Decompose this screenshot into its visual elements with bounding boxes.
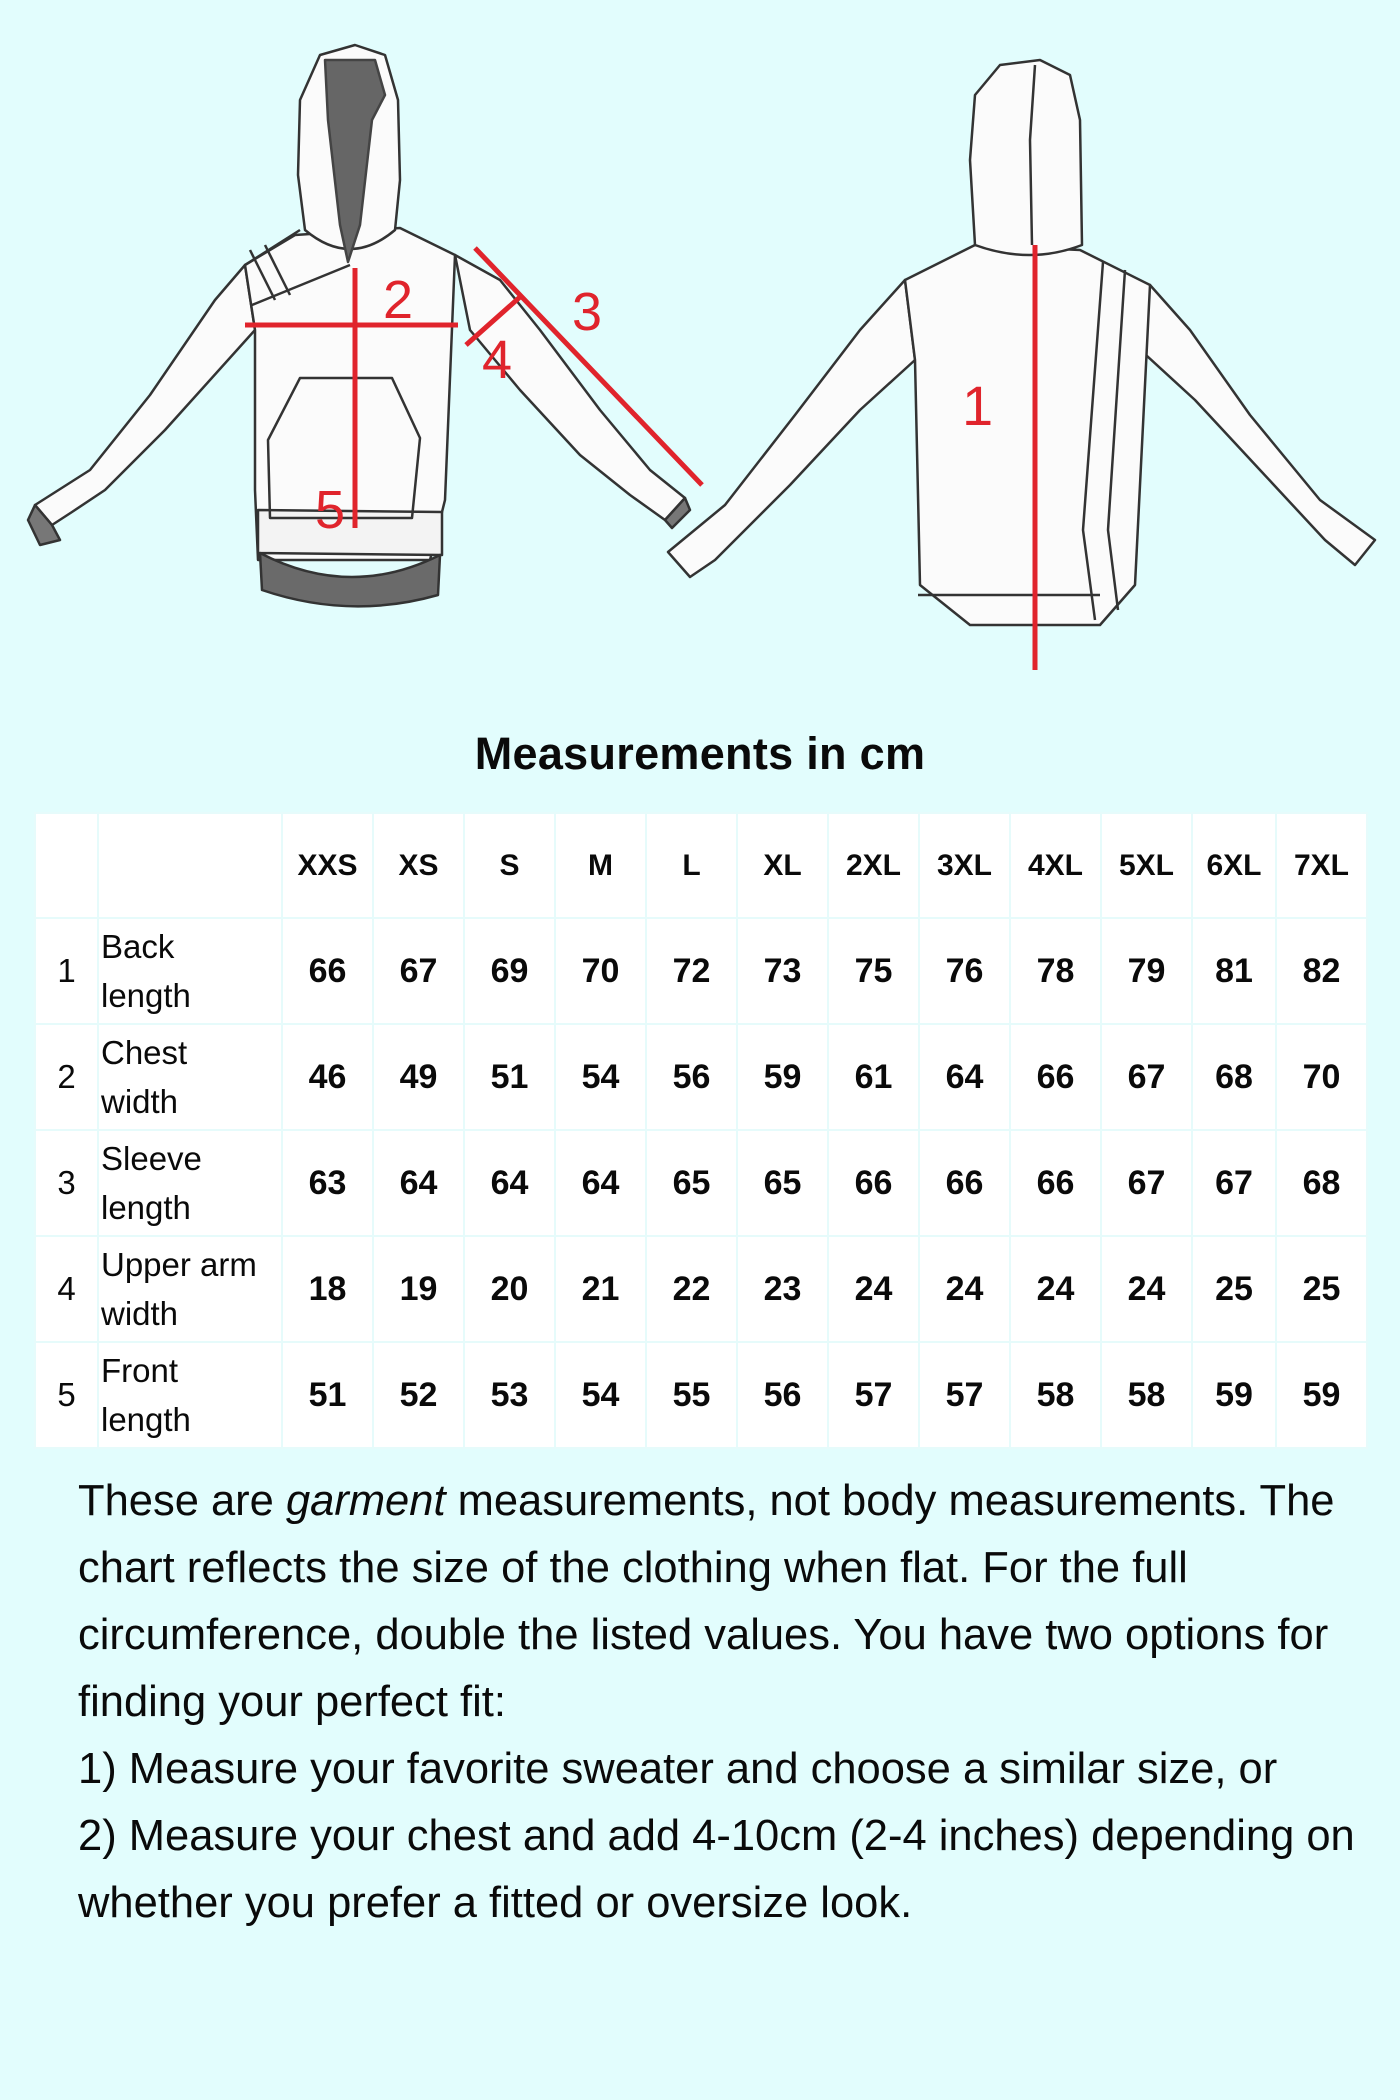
size-header: 5XL: [1101, 813, 1192, 918]
measurement-value: 64: [373, 1130, 464, 1236]
measurement-value: 78: [1010, 918, 1101, 1024]
measurement-value: 68: [1276, 1130, 1367, 1236]
size-header: XL: [737, 813, 828, 918]
measurement-value: 56: [737, 1342, 828, 1448]
measurement-value: 68: [1192, 1024, 1276, 1130]
measurement-label: Chest width: [98, 1024, 282, 1130]
emphasis-garment: garment: [285, 1477, 446, 1525]
measurement-value: 66: [282, 918, 373, 1024]
size-header: 6XL: [1192, 813, 1276, 918]
notes-option-2: 2) Measure your chest and add 4-10cm (2-4 inches) depending on whether you prefer a fitted or oversize look.: [78, 1812, 1355, 1927]
measurement-value: 73: [737, 918, 828, 1024]
size-header: S: [464, 813, 555, 918]
measurement-value: 66: [919, 1130, 1010, 1236]
label-4: 4: [482, 330, 513, 390]
measurement-value: 66: [1010, 1024, 1101, 1130]
measurement-value: 49: [373, 1024, 464, 1130]
measurement-label: Back length: [98, 918, 282, 1024]
size-header: XS: [373, 813, 464, 918]
measurement-row: [35, 1024, 1367, 1130]
measurement-value: 54: [555, 1024, 646, 1130]
measurement-value: 67: [1101, 1130, 1192, 1236]
measurement-value: 75: [828, 918, 919, 1024]
measurement-value: 67: [373, 918, 464, 1024]
measurement-value: 23: [737, 1236, 828, 1342]
measurement-number: 5: [35, 1342, 98, 1448]
fit-notes: [78, 1468, 1378, 1937]
measurement-value: 64: [464, 1130, 555, 1236]
measurement-row: [35, 1236, 1367, 1342]
measurement-number: 3: [35, 1130, 98, 1236]
measurement-value: 57: [919, 1342, 1010, 1448]
measurement-value: 51: [282, 1342, 373, 1448]
measurement-value: 46: [282, 1024, 373, 1130]
size-header: 3XL: [919, 813, 1010, 918]
measurement-value: 21: [555, 1236, 646, 1342]
hoodie-measurement-illustration: [0, 0, 1400, 700]
measurement-value: 52: [373, 1342, 464, 1448]
measurement-value: 18: [282, 1236, 373, 1342]
empty-header-cell: [35, 813, 98, 918]
measurement-value: 59: [1276, 1342, 1367, 1448]
measurement-value: 81: [1192, 918, 1276, 1024]
measurement-row: [35, 1342, 1367, 1448]
size-chart-table: [34, 812, 1368, 1449]
measurement-value: 66: [828, 1130, 919, 1236]
measurement-value: 61: [828, 1024, 919, 1130]
measurement-value: 76: [919, 918, 1010, 1024]
label-1: 1: [962, 374, 994, 437]
size-header: M: [555, 813, 646, 918]
back-view-hoodie: [668, 60, 1375, 625]
measurement-value: 70: [555, 918, 646, 1024]
measurement-value: 53: [464, 1342, 555, 1448]
measurement-value: 59: [1192, 1342, 1276, 1448]
size-header-row: [35, 813, 1367, 918]
measurement-value: 67: [1192, 1130, 1276, 1236]
measurement-value: 25: [1276, 1236, 1367, 1342]
measurement-label: Front length: [98, 1342, 282, 1448]
measurement-value: 69: [464, 918, 555, 1024]
measurement-value: 25: [1192, 1236, 1276, 1342]
measurement-value: 66: [1010, 1130, 1101, 1236]
measurement-value: 59: [737, 1024, 828, 1130]
measurement-value: 57: [828, 1342, 919, 1448]
measurement-number: 1: [35, 918, 98, 1024]
measurement-value: 67: [1101, 1024, 1192, 1130]
page-title: Measurements in cm: [474, 728, 926, 779]
size-header: 4XL: [1010, 813, 1101, 918]
measurement-value: 24: [1010, 1236, 1101, 1342]
measurement-value: 56: [646, 1024, 737, 1130]
measurement-value: 63: [282, 1130, 373, 1236]
measurement-value: 72: [646, 918, 737, 1024]
measurement-number: 4: [35, 1236, 98, 1342]
measurement-value: 65: [646, 1130, 737, 1236]
label-5: 5: [315, 480, 346, 540]
measurement-value: 24: [828, 1236, 919, 1342]
size-header: L: [646, 813, 737, 918]
measurement-label: Sleeve length: [98, 1130, 282, 1236]
measurement-value: 24: [1101, 1236, 1192, 1342]
notes-option-1: 1) Measure your favorite sweater and choose a similar size, or: [78, 1745, 1278, 1793]
size-header: 2XL: [828, 813, 919, 918]
measurement-value: 70: [1276, 1024, 1367, 1130]
measurement-value: 58: [1101, 1342, 1192, 1448]
size-header: 7XL: [1276, 813, 1367, 918]
measurement-number: 2: [35, 1024, 98, 1130]
measurement-value: 22: [646, 1236, 737, 1342]
measurement-value: 55: [646, 1342, 737, 1448]
measurement-value: 51: [464, 1024, 555, 1130]
label-2: 2: [383, 270, 414, 330]
measurement-value: 64: [555, 1130, 646, 1236]
label-3: 3: [572, 282, 603, 342]
measurement-value: 79: [1101, 918, 1192, 1024]
measurement-value: 54: [555, 1342, 646, 1448]
measurement-value: 64: [919, 1024, 1010, 1130]
measurement-value: 20: [464, 1236, 555, 1342]
measurement-value: 19: [373, 1236, 464, 1342]
measurement-row: [35, 1130, 1367, 1236]
measurement-value: 24: [919, 1236, 1010, 1342]
measurement-label: Upper arm width: [98, 1236, 282, 1342]
measurement-value: 58: [1010, 1342, 1101, 1448]
measurement-value: 65: [737, 1130, 828, 1236]
measurement-value: 82: [1276, 918, 1367, 1024]
notes-intro: These are garment measurements, not body measurements. The chart reflects the size of the clothing when flat. For the full circumference, double the listed values. You have two options for finding your perfect fit:: [78, 1477, 1335, 1726]
empty-header-cell: [98, 813, 282, 918]
measurement-row: [35, 918, 1367, 1024]
size-header: XXS: [282, 813, 373, 918]
